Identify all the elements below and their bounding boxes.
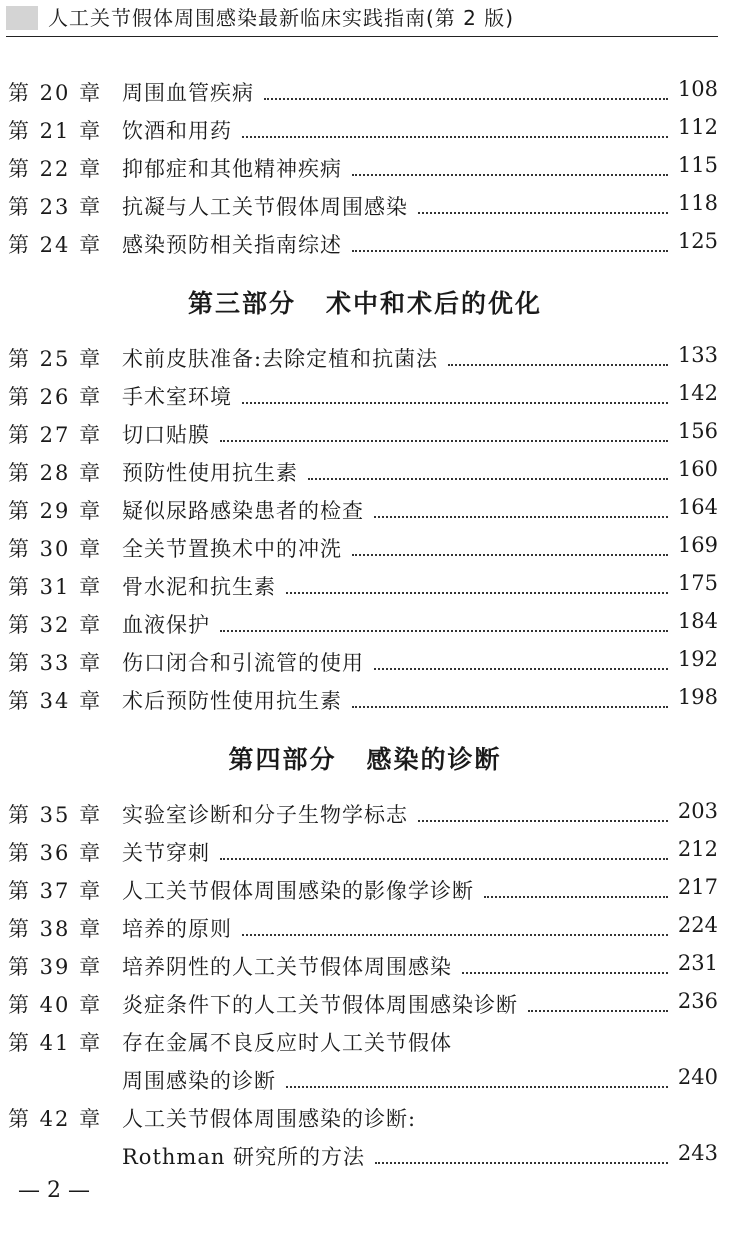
toc-entry[interactable]: [0, 1027, 730, 1093]
chapter-title: 感染预防相关指南综述: [122, 233, 342, 257]
dot-leader: [528, 1010, 668, 1012]
dot-leader: [242, 136, 668, 138]
dot-leader: [374, 516, 668, 518]
toc-entry[interactable]: [0, 1103, 730, 1169]
toc-entry[interactable]: [0, 571, 730, 607]
toc-entry[interactable]: [0, 343, 730, 379]
toc-entry[interactable]: [0, 419, 730, 455]
part-name: 感染的诊断: [366, 745, 502, 774]
chapter-title: 疑似尿路感染患者的检查: [122, 499, 364, 523]
chapter-number: 第 20 章: [8, 81, 103, 105]
page-number: 108: [677, 77, 718, 101]
dot-leader: [286, 1086, 668, 1088]
dot-leader: [352, 554, 668, 556]
chapter-number: 第 30 章: [8, 537, 103, 561]
toc-entry[interactable]: [0, 837, 730, 873]
chapter-title-line1: 存在金属不良反应时人工关节假体: [122, 1031, 452, 1055]
chapter-number: 第 42 章: [8, 1107, 103, 1131]
part-number: 第四部分: [228, 745, 337, 774]
header-rule: [6, 36, 718, 37]
toc-entry[interactable]: [0, 913, 730, 949]
page-number: 118: [677, 191, 718, 215]
chapter-number: 第 21 章: [8, 119, 103, 143]
page-number: 224: [677, 913, 718, 937]
toc-entry[interactable]: [0, 951, 730, 987]
chapter-title: 骨水泥和抗生素: [122, 575, 276, 599]
toc-entry[interactable]: [0, 533, 730, 569]
page-number: 192: [677, 647, 718, 671]
chapter-title: 周围血管疾病: [122, 81, 254, 105]
toc-entry[interactable]: [0, 115, 730, 151]
chapter-number: 第 22 章: [8, 157, 103, 181]
part-heading: [0, 740, 730, 776]
toc-entry[interactable]: [0, 381, 730, 417]
toc-entry[interactable]: [0, 875, 730, 911]
chapter-title: 预防性使用抗生素: [122, 461, 298, 485]
page-number: 175: [677, 571, 718, 595]
page-number: 142: [677, 381, 718, 405]
chapter-title: 血液保护: [122, 613, 210, 637]
dot-leader: [220, 630, 668, 632]
chapter-number: 第 32 章: [8, 613, 103, 637]
chapter-title: 伤口闭合和引流管的使用: [122, 651, 364, 675]
page-number: 112: [677, 115, 718, 139]
chapter-title: 炎症条件下的人工关节假体周围感染诊断: [122, 993, 518, 1017]
footer-page-number: — 2 —: [18, 1178, 90, 1203]
page-number: 164: [677, 495, 718, 519]
book-title: 人工关节假体周围感染最新临床实践指南(第 2 版): [48, 6, 515, 30]
chapter-title-line1: 人工关节假体周围感染的诊断:: [122, 1107, 417, 1131]
chapter-number: 第 27 章: [8, 423, 103, 447]
dot-leader: [352, 706, 668, 708]
dot-leader: [418, 212, 668, 214]
chapter-title: 术前皮肤准备:去除定植和抗菌法: [122, 347, 439, 371]
page-number: 203: [677, 799, 718, 823]
page-number: 125: [677, 229, 718, 253]
chapter-number: 第 23 章: [8, 195, 103, 219]
dot-leader: [352, 174, 668, 176]
page-number: 160: [677, 457, 718, 481]
chapter-number: 第 24 章: [8, 233, 103, 257]
toc-entry[interactable]: [0, 647, 730, 683]
chapter-title: 术后预防性使用抗生素: [122, 689, 342, 713]
toc-entry[interactable]: [0, 609, 730, 645]
dot-leader: [448, 364, 668, 366]
dot-leader: [462, 972, 668, 974]
chapter-title-line2: 周围感染的诊断: [122, 1069, 276, 1093]
chapter-title: 实验室诊断和分子生物学标志: [122, 803, 408, 827]
part-number: 第三部分: [187, 289, 296, 318]
toc-entry[interactable]: [0, 799, 730, 835]
chapter-number: 第 34 章: [8, 689, 103, 713]
chapter-number: 第 28 章: [8, 461, 103, 485]
chapter-number: 第 38 章: [8, 917, 103, 941]
chapter-number: 第 29 章: [8, 499, 103, 523]
chapter-title: 手术室环境: [122, 385, 232, 409]
part-name: 术中和术后的优化: [326, 289, 543, 318]
dot-leader: [264, 98, 668, 100]
page-number: 240: [677, 1065, 718, 1089]
chapter-title: 培养阴性的人工关节假体周围感染: [122, 955, 452, 979]
dot-leader: [418, 820, 668, 822]
dot-leader: [375, 1162, 668, 1164]
page-number: 212: [677, 837, 718, 861]
chapter-title-line2: Rothman 研究所的方法: [122, 1145, 366, 1169]
toc-entry[interactable]: [0, 191, 730, 227]
dot-leader: [242, 934, 668, 936]
page-number: 184: [677, 609, 718, 633]
chapter-title: 关节穿刺: [122, 841, 210, 865]
toc-entry[interactable]: [0, 989, 730, 1025]
dot-leader: [308, 478, 668, 480]
dot-leader: [484, 896, 668, 898]
page-number: 231: [677, 951, 718, 975]
chapter-number: 第 35 章: [8, 803, 103, 827]
chapter-title: 抑郁症和其他精神疾病: [122, 157, 342, 181]
header-gray-block: [6, 6, 38, 30]
dot-leader: [374, 668, 668, 670]
part-heading: [0, 284, 730, 320]
toc-entry[interactable]: [0, 495, 730, 531]
page-number: 133: [677, 343, 718, 367]
toc-entry[interactable]: [0, 457, 730, 493]
chapter-number: 第 31 章: [8, 575, 103, 599]
chapter-title: 饮酒和用药: [122, 119, 232, 143]
chapter-title: 培养的原则: [122, 917, 232, 941]
page-number: 236: [677, 989, 718, 1013]
chapter-number: 第 41 章: [8, 1031, 103, 1055]
chapter-title: 切口贴膜: [122, 423, 210, 447]
chapter-number: 第 26 章: [8, 385, 103, 409]
dot-leader: [220, 858, 668, 860]
dot-leader: [242, 402, 668, 404]
chapter-number: 第 40 章: [8, 993, 103, 1017]
chapter-number: 第 37 章: [8, 879, 103, 903]
dot-leader: [352, 250, 668, 252]
toc-entry[interactable]: [0, 77, 730, 113]
chapter-number: 第 25 章: [8, 347, 103, 371]
page-number: 115: [677, 153, 718, 177]
page-number: 217: [677, 875, 718, 899]
page-number: 198: [677, 685, 718, 709]
chapter-number: 第 36 章: [8, 841, 103, 865]
chapter-number: 第 33 章: [8, 651, 103, 675]
dot-leader: [220, 440, 668, 442]
toc-entry[interactable]: [0, 685, 730, 721]
running-header: [0, 0, 730, 40]
dot-leader: [286, 592, 668, 594]
page-number: 243: [677, 1141, 718, 1165]
page-number: 169: [677, 533, 718, 557]
page-number: 156: [677, 419, 718, 443]
chapter-title: 抗凝与人工关节假体周围感染: [122, 195, 408, 219]
chapter-title: 人工关节假体周围感染的影像学诊断: [122, 879, 474, 903]
toc-entry[interactable]: [0, 153, 730, 189]
chapter-number: 第 39 章: [8, 955, 103, 979]
chapter-title: 全关节置换术中的冲洗: [122, 537, 342, 561]
toc-entry[interactable]: [0, 229, 730, 265]
